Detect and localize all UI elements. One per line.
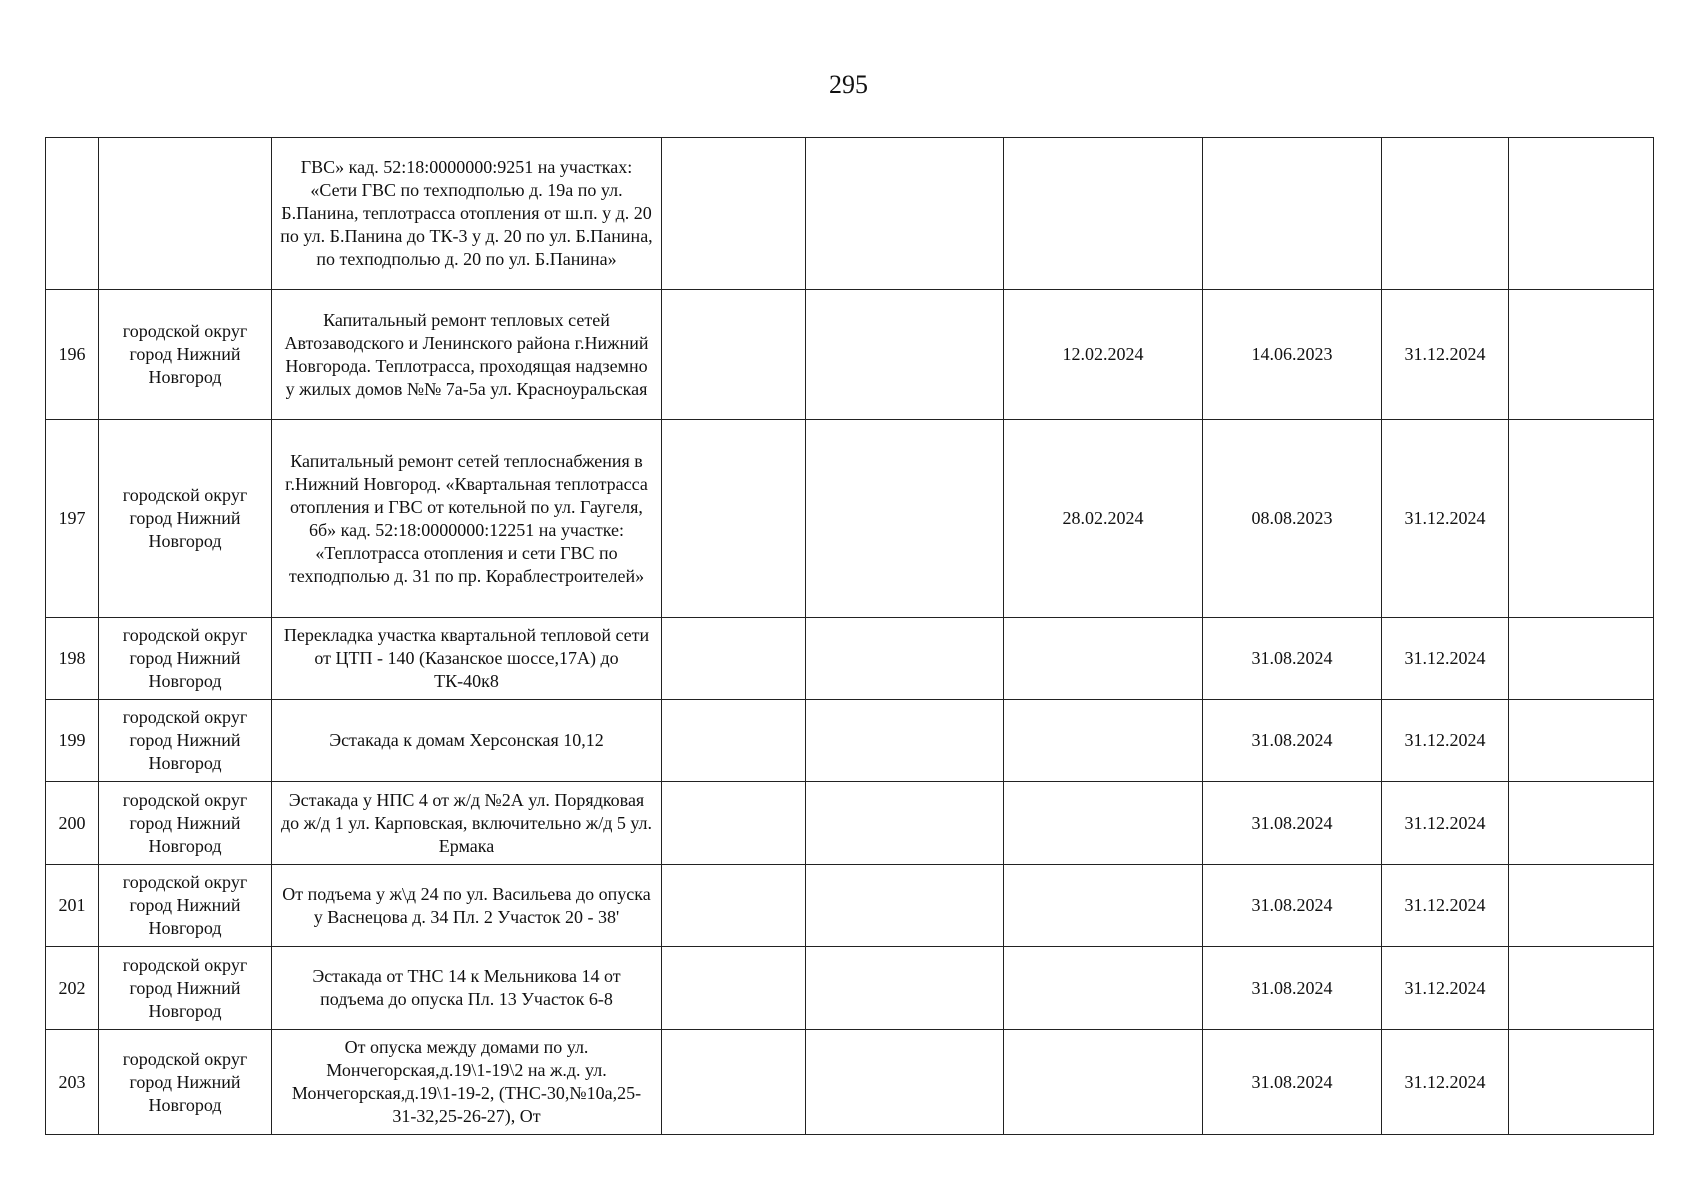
table-row xyxy=(46,700,1654,782)
date-column-6-cell xyxy=(1004,947,1203,1030)
municipality-cell: городской округ город Нижний Новгород xyxy=(99,700,272,782)
date-column-8-cell: 31.12.2024 xyxy=(1382,290,1509,420)
column-4-cell xyxy=(662,290,806,420)
column-9-cell xyxy=(1509,420,1654,618)
table-row xyxy=(46,290,1654,420)
municipality-cell: городской округ город Нижний Новгород xyxy=(99,947,272,1030)
date-column-8-cell: 31.12.2024 xyxy=(1382,947,1509,1030)
column-9-cell xyxy=(1509,618,1654,700)
date-column-6-cell: 28.02.2024 xyxy=(1004,420,1203,618)
table-row xyxy=(46,865,1654,947)
municipality-cell xyxy=(99,138,272,290)
page-number: 295 xyxy=(829,70,868,99)
date-column-6-cell xyxy=(1004,865,1203,947)
municipality-cell: городской округ город Нижний Новгород xyxy=(99,865,272,947)
date-column-8-cell: 31.12.2024 xyxy=(1382,420,1509,618)
column-4-cell xyxy=(662,1030,806,1135)
table-row xyxy=(46,1030,1654,1135)
column-4-cell xyxy=(662,865,806,947)
row-number: 198 xyxy=(46,618,99,700)
date-column-8-cell: 31.12.2024 xyxy=(1382,1030,1509,1135)
column-4-cell xyxy=(662,700,806,782)
table-row xyxy=(46,618,1654,700)
data-table xyxy=(45,137,1654,1135)
column-4-cell xyxy=(662,618,806,700)
column-5-cell xyxy=(806,700,1004,782)
column-9-cell xyxy=(1509,947,1654,1030)
column-5-cell xyxy=(806,782,1004,865)
date-column-7-cell: 31.08.2024 xyxy=(1203,700,1382,782)
object-description-cell: Перекладка участка квартальной тепловой сети от ЦТП - 140 (Казанское шоссе,17А) до ТК-40к8 xyxy=(272,618,662,700)
column-5-cell xyxy=(806,1030,1004,1135)
table-row xyxy=(46,782,1654,865)
date-column-8-cell xyxy=(1382,138,1509,290)
date-column-7-cell: 31.08.2024 xyxy=(1203,618,1382,700)
municipality-cell: городской округ город Нижний Новгород xyxy=(99,782,272,865)
column-9-cell xyxy=(1509,290,1654,420)
row-number: 203 xyxy=(46,1030,99,1135)
column-5-cell xyxy=(806,618,1004,700)
column-4-cell xyxy=(662,782,806,865)
date-column-7-cell xyxy=(1203,138,1382,290)
object-description-cell: Капитальный ремонт сетей теплоснабжения в г.Нижний Новгород. «Квартальная теплотрасса отопления и ГВС от котельной по ул. Гаугеля, 6б» кад. 52:18:0000000:12251 на участке: «Теплотрасса отопления и сети ГВС по техподполью д. 31 по пр. Кораблестроителей» xyxy=(272,420,662,618)
table-row xyxy=(46,138,1654,290)
date-column-6-cell xyxy=(1004,700,1203,782)
table-row xyxy=(46,947,1654,1030)
date-column-8-cell: 31.12.2024 xyxy=(1382,865,1509,947)
date-column-6-cell xyxy=(1004,782,1203,865)
row-number: 200 xyxy=(46,782,99,865)
date-column-8-cell: 31.12.2024 xyxy=(1382,700,1509,782)
column-5-cell xyxy=(806,947,1004,1030)
object-description-cell: Эстакада у НПС 4 от ж/д №2А ул. Порядковая до ж/д 1 ул. Карповская, включительно ж/д 5 ул. Ермака xyxy=(272,782,662,865)
municipality-cell: городской округ город Нижний Новгород xyxy=(99,420,272,618)
date-column-7-cell: 14.06.2023 xyxy=(1203,290,1382,420)
date-column-7-cell: 31.08.2024 xyxy=(1203,1030,1382,1135)
column-4-cell xyxy=(662,420,806,618)
column-9-cell xyxy=(1509,865,1654,947)
object-description-cell: Капитальный ремонт тепловых сетей Автозаводского и Ленинского района г.Нижний Новгорода. Теплотрасса, проходящая надземно у жилых домов №№ 7а-5а ул. Красноуральская xyxy=(272,290,662,420)
date-column-6-cell: 12.02.2024 xyxy=(1004,290,1203,420)
object-description-cell: От опуска между домами по ул. Мончегорская,д.19\1-19\2 на ж.д. ул. Мончегорская,д.19\1-19-2, (ТНС-30,№10а,25-31-32,25-26-27), От xyxy=(272,1030,662,1135)
column-4-cell xyxy=(662,138,806,290)
date-column-7-cell: 31.08.2024 xyxy=(1203,865,1382,947)
column-5-cell xyxy=(806,290,1004,420)
date-column-7-cell: 08.08.2023 xyxy=(1203,420,1382,618)
column-5-cell xyxy=(806,420,1004,618)
column-5-cell xyxy=(806,138,1004,290)
row-number xyxy=(46,138,99,290)
row-number: 197 xyxy=(46,420,99,618)
date-column-8-cell: 31.12.2024 xyxy=(1382,782,1509,865)
municipality-cell: городской округ город Нижний Новгород xyxy=(99,618,272,700)
column-9-cell xyxy=(1509,1030,1654,1135)
column-5-cell xyxy=(806,865,1004,947)
object-description-cell: От подъема у ж\д 24 по ул. Васильева до опуска у Васнецова д. 34 Пл. 2 Участок 20 - 38' xyxy=(272,865,662,947)
object-description-cell: ГВС» кад. 52:18:0000000:9251 на участках: «Сети ГВС по техподполью д. 19а по ул. Б.Панина, теплотрасса отопления от ш.п. у д. 20 по ул. Б.Панина до ТК-3 у д. 20 по ул. Б.Панина, по техподполью д. 20 по ул. Б.Панина» xyxy=(272,138,662,290)
date-column-6-cell xyxy=(1004,1030,1203,1135)
date-column-7-cell: 31.08.2024 xyxy=(1203,947,1382,1030)
object-description-cell: Эстакада от ТНС 14 к Мельникова 14 от подъема до опуска Пл. 13 Участок 6-8 xyxy=(272,947,662,1030)
column-9-cell xyxy=(1509,138,1654,290)
row-number: 196 xyxy=(46,290,99,420)
municipality-cell: городской округ город Нижний Новгород xyxy=(99,1030,272,1135)
object-description-cell: Эстакада к домам Херсонская 10,12 xyxy=(272,700,662,782)
date-column-7-cell: 31.08.2024 xyxy=(1203,782,1382,865)
date-column-6-cell xyxy=(1004,138,1203,290)
date-column-6-cell xyxy=(1004,618,1203,700)
municipality-cell: городской округ город Нижний Новгород xyxy=(99,290,272,420)
row-number: 199 xyxy=(46,700,99,782)
column-9-cell xyxy=(1509,700,1654,782)
column-9-cell xyxy=(1509,782,1654,865)
date-column-8-cell: 31.12.2024 xyxy=(1382,618,1509,700)
table-row xyxy=(46,420,1654,618)
row-number: 201 xyxy=(46,865,99,947)
row-number: 202 xyxy=(46,947,99,1030)
column-4-cell xyxy=(662,947,806,1030)
